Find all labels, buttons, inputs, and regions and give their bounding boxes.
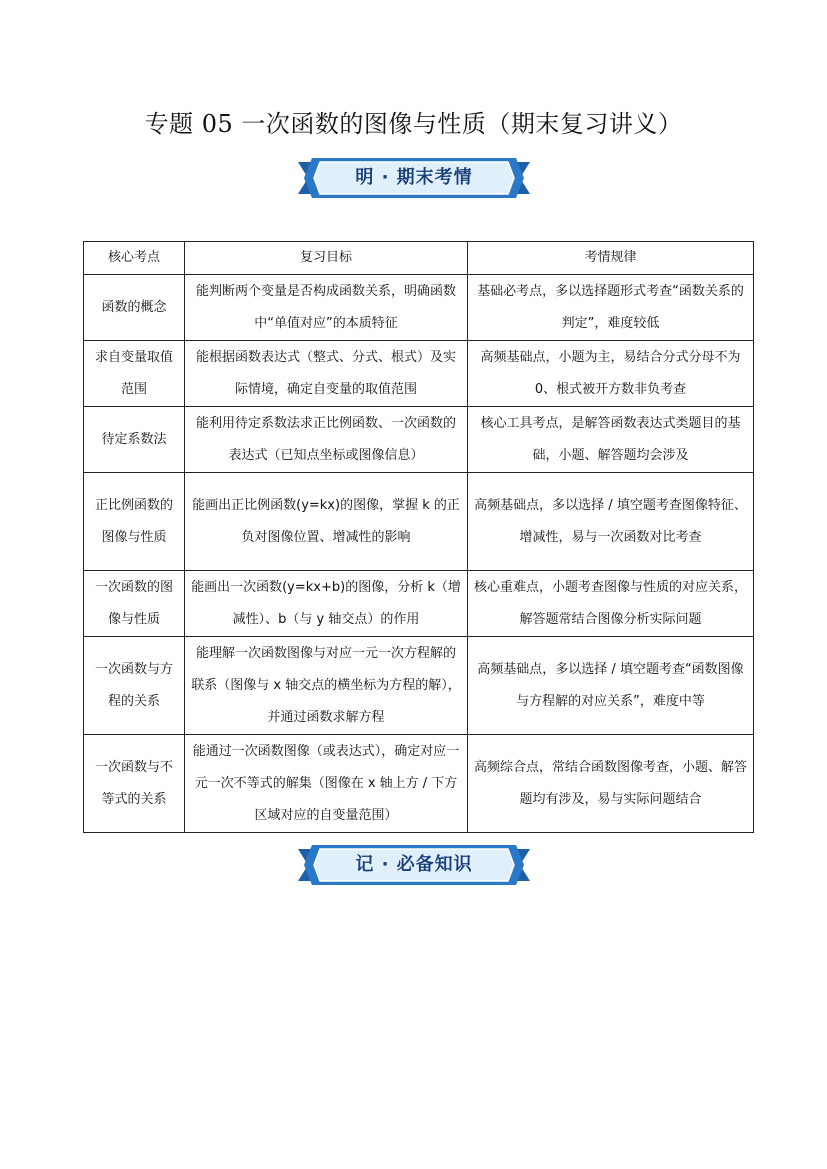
- cell-core-point: 待定系数法: [84, 407, 185, 473]
- cell-exam-pattern: 高频综合点，常结合函数图像考查，小题、解答题均有涉及，易与实际问题结合: [468, 735, 754, 833]
- cell-core-point: 求自变量取值范围: [84, 341, 185, 407]
- cell-core-point: 函数的概念: [84, 275, 185, 341]
- cell-exam-pattern: 高频基础点，多以选择 / 填空题考查“函数图像与方程解的对应关系”，难度中等: [468, 637, 754, 735]
- cell-review-goal: 能画出一次函数(y=kx+b)的图像，分析 k（增减性）、b（与 y 轴交点）的作用: [185, 571, 468, 637]
- table-row: [84, 275, 754, 341]
- header-core-point: 核心考点: [84, 242, 185, 275]
- cell-exam-pattern: 核心工具考点，是解答函数表达式类题目的基础，小题、解答题均会涉及: [468, 407, 754, 473]
- cell-core-point: 正比例函数的图像与性质: [84, 473, 185, 571]
- cell-core-point: 一次函数与不等式的关系: [84, 735, 185, 833]
- page-title: 专题 05 一次函数的图像与性质（期末复习讲义）: [144, 110, 683, 138]
- cell-review-goal: 能根据函数表达式（整式、分式、根式）及实际情境，确定自变量的取值范围: [185, 341, 468, 407]
- banner-label: 明 · 期末考情: [355, 167, 473, 188]
- table-row: [84, 637, 754, 735]
- table-row: [84, 473, 754, 571]
- cell-review-goal: 能通过一次函数图像（或表达式），确定对应一元一次不等式的解集（图像在 x 轴上方 / 下方区域对应的自变量范围）: [185, 735, 468, 833]
- table-row: [84, 341, 754, 407]
- section-banner-exam-analysis: [298, 156, 530, 200]
- cell-review-goal: 能理解一次函数图像与对应一元一次方程解的联系（图像与 x 轴交点的横坐标为方程的解），并通过函数求解方程: [185, 637, 468, 735]
- table-row: [84, 735, 754, 833]
- cell-exam-pattern: 高频基础点，多以选择 / 填空题考查图像特征、增减性，易与一次函数对比考查: [468, 473, 754, 571]
- header-exam-pattern: 考情规律: [468, 242, 754, 275]
- cell-exam-pattern: 基础必考点，多以选择题形式考查“函数关系的判定”，难度较低: [468, 275, 754, 341]
- exam-analysis-table: [83, 241, 754, 833]
- section-banner-essential-knowledge: [298, 843, 530, 887]
- cell-review-goal: 能判断两个变量是否构成函数关系，明确函数中“单值对应”的本质特征: [185, 275, 468, 341]
- cell-core-point: 一次函数的图像与性质: [84, 571, 185, 637]
- cell-core-point: 一次函数与方程的关系: [84, 637, 185, 735]
- cell-exam-pattern: 核心重难点，小题考查图像与性质的对应关系，解答题常结合图像分析实际问题: [468, 571, 754, 637]
- table-row: [84, 571, 754, 637]
- banner-label: 记 · 必备知识: [355, 854, 473, 875]
- cell-review-goal: 能利用待定系数法求正比例函数、一次函数的表达式（已知点坐标或图像信息）: [185, 407, 468, 473]
- cell-exam-pattern: 高频基础点，小题为主，易结合分式分母不为 0、根式被开方数非负考查: [468, 341, 754, 407]
- table-row: [84, 407, 754, 473]
- header-review-goal: 复习目标: [185, 242, 468, 275]
- cell-review-goal: 能画出正比例函数(y=kx)的图像，掌握 k 的正负对图像位置、增减性的影响: [185, 473, 468, 571]
- table-header-row: [84, 242, 754, 275]
